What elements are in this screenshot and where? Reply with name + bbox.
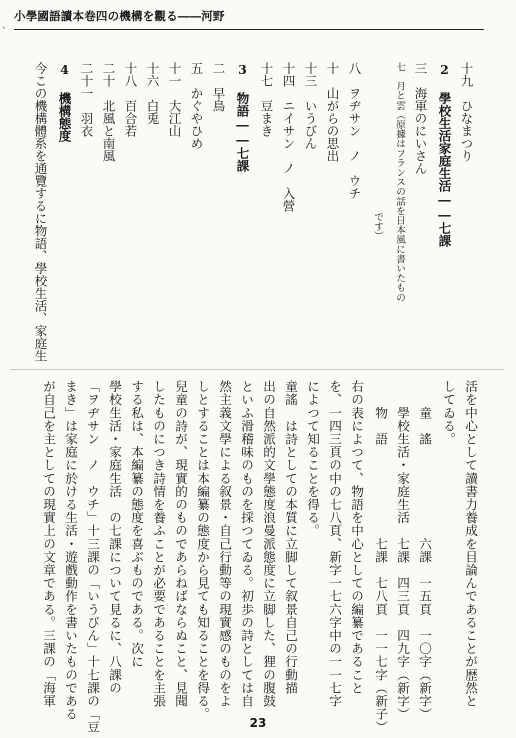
toc-entry: 七 月と雲（原據はフランスの話を日本風に書いたもの (394, 62, 405, 302)
prose-line: が自己を主としての現實上の文章である。三課の「海軍 (41, 380, 56, 708)
prose-line: 活を中心として讀書力養成を目論んであることが歴然と (463, 380, 478, 708)
table-row: 學校生活・家庭生活 七課 四三頁 四九字（新字） (395, 380, 410, 721)
toc-entry: 十八 百合若 (123, 62, 138, 137)
prose-line: 「ヲヂサン ノ ウチ」十三課の「いうびん」十七課の「豆 (85, 380, 100, 734)
prose-line: を、一四三頁の中の七八頁、新字一七六字中の一一七字 (327, 380, 342, 708)
prose-line: によつて知ることを得る。 (305, 380, 320, 538)
toc-entry: 五 かぐやひめ (189, 62, 204, 150)
prose-line: しとすることは本編纂の態度から見ても知ることを得る。 (195, 380, 210, 721)
toc-entry: 十 山がらの思出 (325, 62, 340, 162)
running-header: 小學國語讀本卷四の機構を觀る――河野 (14, 8, 484, 30)
toc-entry: 二 早鳥 (211, 62, 226, 112)
toc-entry: 十九 ひなまつり (459, 62, 474, 162)
toc-entry: 十一 大江山 (167, 62, 182, 137)
table-row: 物 語 七課 七八頁 一一七字（新子） (373, 380, 388, 734)
toc-entry: 十七 豆まき (259, 62, 274, 137)
section-heading: 2 學校生活家庭生活――七課 (437, 62, 452, 247)
prose-line: する私は、本編纂の態度を喜ぶものである。次に (129, 380, 144, 669)
section-divider (10, 369, 504, 370)
toc-section (0, 62, 516, 362)
section-heading: 4 機構態度 (57, 62, 72, 142)
body-line: 今この機構體系を通覽するに物語、學校生活、家庭生 (33, 62, 48, 362)
prose-line: 童謠 は詩としての本質に立脚して叙景自己の行動描 (283, 380, 298, 695)
prose-line: 右の表によつて、物語を中心としての編纂であること (349, 380, 364, 695)
table-row: 童 謠 六課 一五頁 一〇字（新字） (417, 380, 432, 721)
prose-line: してゐる。 (441, 380, 456, 446)
prose-line: まき」は家庭に於ける生活・遊戲動作を書いたものである (63, 380, 78, 721)
prose-line: といふ滑稽味のものを採つてゐる。初歩の詩としては自 (239, 380, 254, 708)
toc-entry: 三 海軍のにいさん (413, 62, 428, 175)
section-heading: 3 物語――七課 (235, 62, 250, 172)
toc-entry: 八 ヲヂサン ノ ウチ (347, 62, 362, 200)
toc-entry: 十四 ニイサン ノ 入營 (281, 62, 296, 212)
toc-entry: 二十 北風と南風 (101, 62, 116, 162)
prose-line: 然主義文學による叙景・自己行動等の現實感のものをよ (217, 380, 232, 708)
toc-entry: 二十一 羽衣 (79, 62, 94, 137)
toc-entry: 十三 いうびん (303, 62, 318, 150)
prose-line: したものにつき詩情を養ふことが必要であることを主張 (151, 380, 166, 708)
page-number: 23 (249, 716, 267, 730)
prose-line: 出の自然派的文學態度浪曼派態度に立脚した、狸の腹鼓 (261, 380, 276, 708)
toc-entry-continued: です） (372, 212, 383, 241)
margin-mark: 、 (2, 21, 12, 31)
prose-line: 兒童の詩が、現實的のものであらねばならぬこと、見聞 (173, 380, 188, 708)
prose-line: 學校生活・家庭生活 の七課について見るに、八課の (107, 380, 122, 695)
toc-entry: 十六 白兎 (145, 62, 160, 125)
